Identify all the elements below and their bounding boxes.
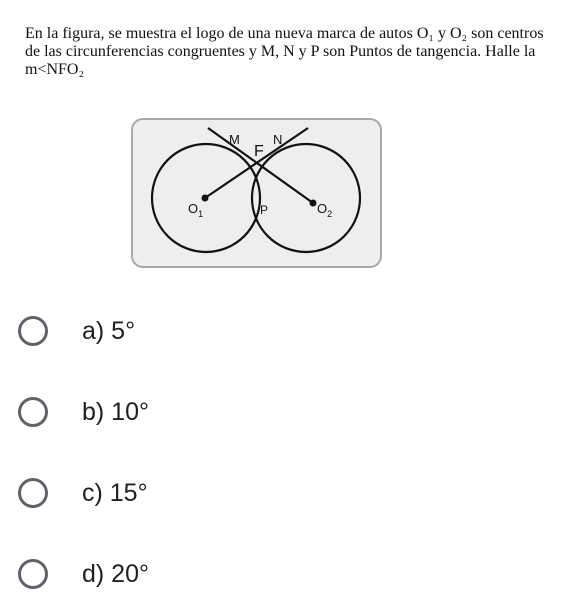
option-b[interactable] xyxy=(18,389,558,470)
label-f: F xyxy=(254,143,264,160)
label-o2-sub: 2 xyxy=(327,209,333,219)
option-b-label[interactable]: b) 10° xyxy=(82,398,149,426)
center-o2-dot xyxy=(310,200,317,207)
label-p: P xyxy=(260,203,269,217)
radio-button-c[interactable] xyxy=(18,478,48,508)
question-text: En la figura, se muestra el logo de una nueva marca de autos O₁ y O₂ son centros de las circunferencias congruentes y M, N y P son Puntos de tangencia. Halle la m<NFO₂ xyxy=(25,25,544,78)
label-o2-base: O xyxy=(317,201,328,216)
label-n: N xyxy=(273,132,283,147)
option-d-label[interactable]: d) 20° xyxy=(82,560,149,588)
label-o1-sub: 1 xyxy=(198,209,204,219)
logo-figure xyxy=(131,118,382,268)
label-o1 xyxy=(188,201,203,219)
answer-options xyxy=(18,308,558,606)
option-d[interactable] xyxy=(18,551,558,606)
label-m: M xyxy=(229,132,240,147)
center-o1-dot xyxy=(202,195,209,202)
option-a[interactable] xyxy=(18,308,558,389)
option-a-label[interactable]: a) 5° xyxy=(82,317,136,345)
radio-button-d[interactable] xyxy=(18,559,48,589)
option-c-label[interactable]: c) 15° xyxy=(82,479,148,507)
label-o2 xyxy=(317,201,332,219)
radio-button-a[interactable] xyxy=(18,316,48,346)
label-o1-base: O xyxy=(188,201,199,216)
logo-diagram xyxy=(133,120,380,266)
option-c[interactable] xyxy=(18,470,558,551)
radio-button-b[interactable] xyxy=(18,397,48,427)
